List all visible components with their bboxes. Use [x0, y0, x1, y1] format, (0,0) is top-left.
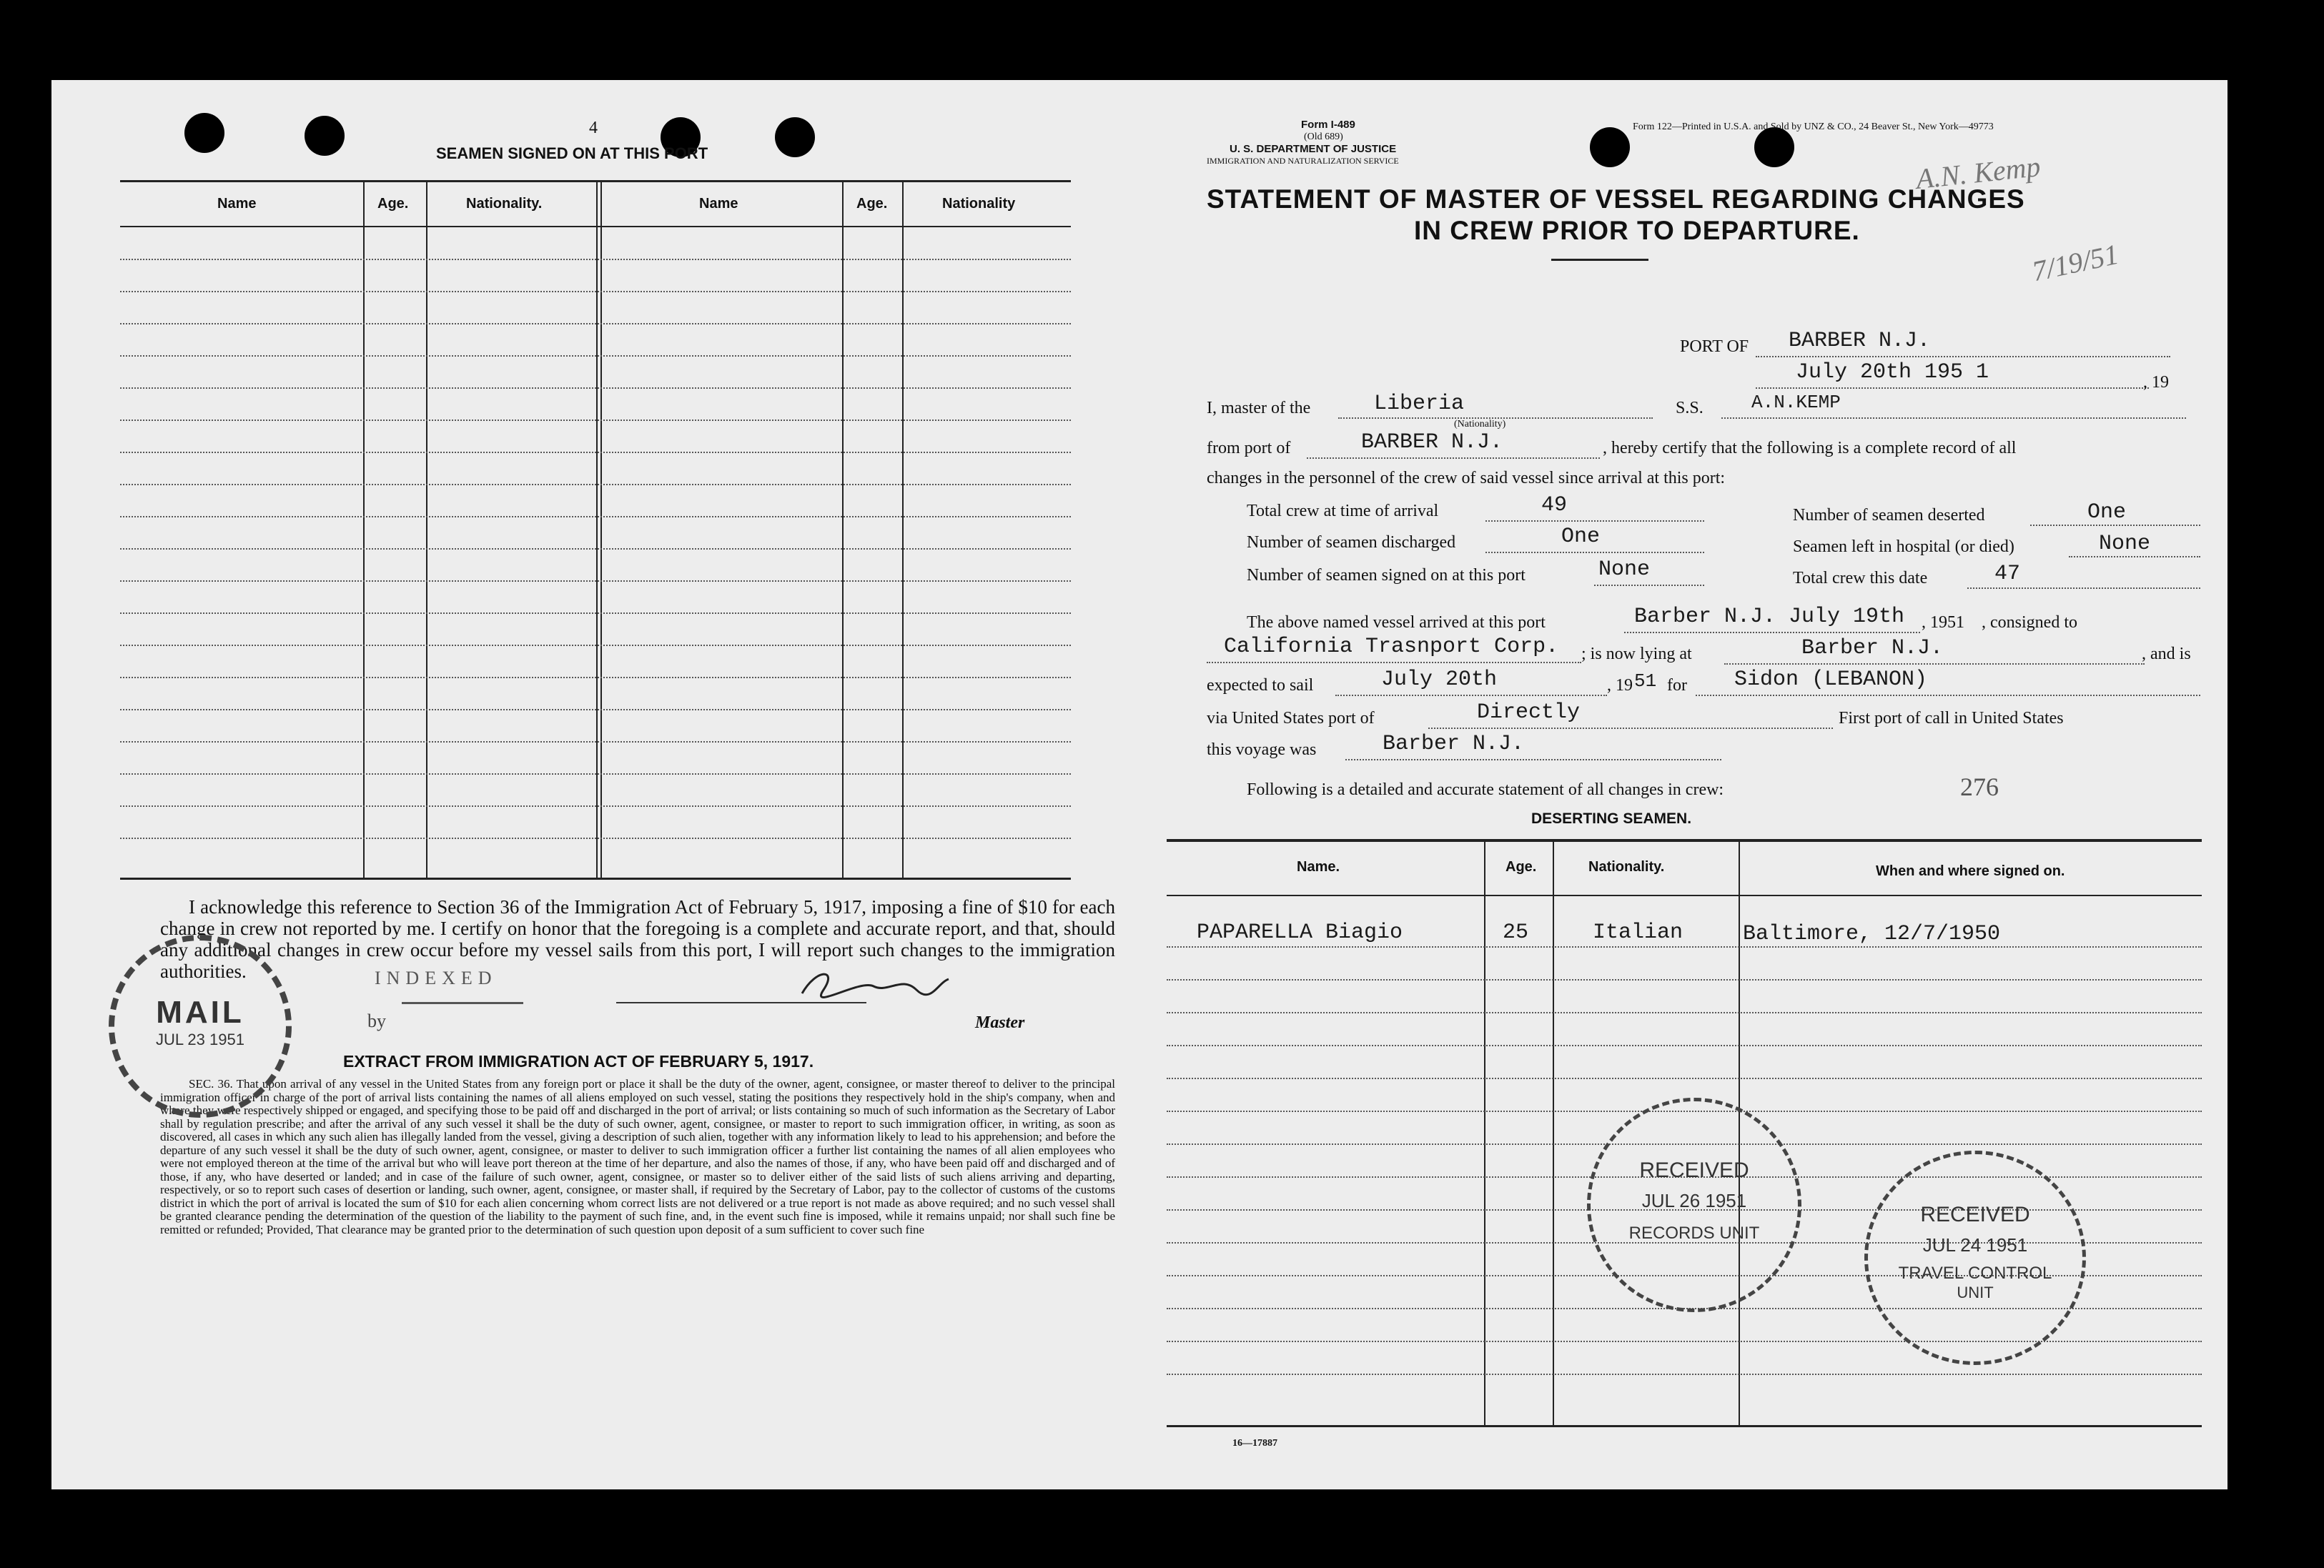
sail-value: July 20th — [1381, 668, 1498, 692]
extract-title: EXTRACT FROM IMMIGRATION ACT OF FEBRUARY 5, 1917. — [343, 1052, 814, 1071]
col-header-name-1: Name — [217, 196, 257, 212]
indexed-stamp: INDEXED — [375, 968, 498, 988]
seamen-signed-on-title: SEAMEN SIGNED ON AT THIS PORT — [436, 144, 708, 162]
signed-on-line — [1594, 585, 1704, 586]
ss-label: S.S. — [1676, 399, 1704, 417]
deserting-table-header-rule — [1167, 895, 2202, 896]
following-label: Following is a detailed and accurate statement of all changes in crew: — [1247, 780, 1724, 799]
consigned-label: , consigned to — [1982, 613, 2077, 632]
statement-title-line2: IN CREW PRIOR TO DEPARTURE. — [1414, 216, 1860, 245]
deserting-row-age: 25 — [1503, 921, 1529, 945]
deserting-col-divider — [1553, 842, 1554, 1426]
total-date-value: 47 — [1994, 562, 2021, 586]
date-line — [1756, 387, 2149, 389]
lying-label: ; is now lying at — [1581, 645, 1692, 663]
punch-hole — [775, 117, 815, 157]
port-of-value: BARBER N.J. — [1789, 329, 1931, 353]
consignee-line — [1207, 662, 1581, 663]
changes-text: changes in the personnel of the crew of said vessel since arrival at this port: — [1207, 469, 1726, 487]
nationality-caption: (Nationality) — [1454, 419, 1506, 430]
deserting-col-name: Name. — [1297, 859, 1340, 875]
deserting-row-name: PAPARELLA Biagio — [1197, 921, 1403, 945]
travel-control-stamp — [1864, 1151, 2086, 1365]
table-bottom-rule — [120, 878, 1071, 880]
service-name: IMMIGRATION AND NATURALIZATION SERVICE — [1207, 156, 1399, 166]
col-header-age-1: Age. — [377, 196, 409, 212]
page-number: 4 — [589, 119, 598, 137]
deserting-row-nationality: Italian — [1593, 921, 1683, 945]
acknowledgment-text: I acknowledge this reference to Section 36 of the Immigration Act of February 5, 1917, imposing a fine of $10 for each change in crew not reported by me. I certify on honor that the foregoing is a complete and accurate report, and that, should any additional changes in crew occur before my vessel sails from this port, I will report such changes to the immigration authorities. — [160, 896, 1115, 982]
master-label: Master — [975, 1013, 1025, 1032]
mail-stamp — [109, 935, 292, 1118]
date-value: July 20th 195 1 — [1796, 360, 1989, 384]
voyage-value: Barber N.J. — [1383, 732, 1525, 756]
total-date-label: Total crew this date — [1793, 569, 1928, 587]
col-header-nationality-2: Nationality — [942, 196, 1016, 212]
punch-hole — [305, 116, 345, 156]
discharged-line — [1485, 552, 1704, 553]
table-row — [1167, 1045, 2202, 1046]
date-year-suffix: , 19 — [2143, 373, 2169, 392]
records-stamp-line1: RECEIVED — [1639, 1158, 1749, 1182]
col-header-nationality-1: Nationality. — [466, 196, 543, 212]
master-signature — [795, 965, 952, 1008]
table-row — [120, 387, 1071, 389]
table-row — [120, 805, 1071, 807]
form-old-number: (Old 689) — [1304, 132, 1343, 142]
table-row — [120, 452, 1071, 453]
margin-note-name: A.N. Kemp — [1914, 150, 2042, 195]
document-sheet — [51, 80, 2227, 1489]
title-underline — [1551, 259, 1648, 261]
table-row — [120, 677, 1071, 678]
hospital-label: Seamen left in hospital (or died) — [1793, 537, 2014, 556]
arrived-label: The above named vessel arrived at this port — [1247, 613, 1546, 632]
table-row — [120, 741, 1071, 743]
deserted-label: Number of seamen deserted — [1793, 506, 1985, 525]
travel-stamp-line1: RECEIVED — [1920, 1203, 2030, 1226]
punch-hole — [1590, 127, 1630, 167]
sail-year: 51 — [1634, 670, 1657, 692]
department-name: U. S. DEPARTMENT OF JUSTICE — [1230, 143, 1397, 155]
nationality-value: Liberia — [1374, 392, 1465, 416]
indexed-by-label: by — [367, 1011, 386, 1031]
signed-on-value: None — [1598, 557, 1651, 582]
from-port-label: from port of — [1207, 439, 1291, 457]
records-unit-stamp — [1587, 1098, 1801, 1312]
port-of-label: PORT OF — [1680, 337, 1749, 356]
discharged-value: One — [1561, 525, 1601, 549]
printer-line: Form 122—Printed in U.S.A. and Sold by UNZ & CO., 24 Beaver St., New York—49773 — [1633, 121, 1994, 132]
table-row — [1167, 1341, 2202, 1342]
total-arrival-line — [1485, 520, 1704, 522]
table-row — [120, 773, 1071, 775]
travel-stamp-date: JUL 24 1951 — [1922, 1234, 2028, 1256]
total-arrival-label: Total crew at time of arrival — [1247, 502, 1439, 520]
col-header-age-2: Age. — [856, 196, 888, 212]
and-is-label: , and is — [2142, 645, 2191, 663]
table-row — [1167, 946, 2202, 948]
hospital-value: None — [2099, 532, 2151, 556]
table-row — [120, 355, 1071, 357]
table-row — [120, 548, 1071, 550]
voyage-line — [1345, 759, 1721, 760]
mail-stamp-line1: MAIL — [156, 995, 244, 1030]
destination-line — [1696, 695, 2200, 696]
table-row — [120, 709, 1071, 710]
punch-hole — [184, 113, 224, 153]
voyage-label: this voyage was — [1207, 740, 1317, 759]
signed-on-label: Number of seamen signed on at this port — [1247, 566, 1526, 585]
following-number: 276 — [1960, 773, 1999, 801]
table-row — [120, 420, 1071, 421]
deserting-col-signed: When and where signed on. — [1876, 863, 2065, 879]
deserting-row-signed: Baltimore, 12/7/1950 — [1743, 922, 2001, 946]
deserting-col-divider — [1484, 842, 1485, 1426]
deserting-col-age: Age. — [1505, 859, 1537, 875]
deserting-seamen-title: DESERTING SEAMEN. — [1531, 810, 1692, 827]
indexed-by-line — [402, 1002, 523, 1004]
deserting-col-nationality: Nationality. — [1588, 859, 1665, 875]
records-stamp-date: JUL 26 1951 — [1641, 1190, 1747, 1211]
table-row — [120, 645, 1071, 646]
for-label: for — [1667, 676, 1687, 695]
sail-line — [1335, 695, 1607, 696]
table-row — [120, 612, 1071, 614]
consignee-value: California Trasnport Corp. — [1224, 635, 1559, 659]
statement-title-line1: STATEMENT OF MASTER OF VESSEL REGARDING CHANGES — [1207, 184, 2025, 214]
punch-hole — [1754, 127, 1794, 167]
deserting-table-bottom-rule — [1167, 1425, 2202, 1427]
table-row — [120, 516, 1071, 517]
table-row — [1167, 1374, 2202, 1375]
lying-value: Barber N.J. — [1801, 636, 1944, 660]
travel-stamp-unit: TRAVEL CONTROL — [1898, 1264, 2052, 1283]
first-port-label: First port of call in United States — [1839, 709, 2064, 728]
via-value: Directly — [1477, 700, 1581, 725]
table-row — [120, 838, 1071, 839]
table-row — [1167, 1012, 2202, 1013]
ship-value: A.N.KEMP — [1751, 392, 1841, 413]
arrived-line — [1624, 632, 1920, 633]
via-line — [1428, 728, 1833, 729]
table-row — [120, 323, 1071, 324]
lying-line — [1724, 663, 2145, 665]
footer-code: 16—17887 — [1232, 1438, 1277, 1449]
total-arrival-value: 49 — [1541, 493, 1568, 517]
port-of-line — [1756, 356, 2170, 357]
master-of-label: I, master of the — [1207, 399, 1311, 417]
certify-text: , hereby certify that the following is a complete record of all — [1603, 439, 2017, 457]
table-row — [120, 291, 1071, 292]
form-number: Form I-489 — [1301, 119, 1355, 131]
table-top-rule — [120, 180, 1071, 182]
margin-note-date: 7/19/51 — [2029, 237, 2122, 288]
discharged-label: Number of seamen discharged — [1247, 533, 1456, 552]
col-header-name-2: Name — [699, 196, 738, 212]
destination-value: Sidon (LEBANON) — [1734, 668, 1928, 692]
from-port-line — [1307, 457, 1600, 459]
sail-label: expected to sail — [1207, 676, 1314, 695]
travel-stamp-unit-line2: UNIT — [1957, 1284, 1994, 1301]
total-date-line — [1967, 587, 2200, 589]
table-row — [120, 259, 1071, 260]
arrived-year: , 1951 — [1922, 613, 1964, 632]
deserted-value: One — [2087, 500, 2127, 525]
table-row — [120, 484, 1071, 485]
mail-stamp-date: JUL 23 1951 — [156, 1031, 244, 1048]
table-row — [1167, 1078, 2202, 1079]
table-header-rule — [120, 226, 1071, 227]
ship-line — [1721, 417, 2186, 419]
table-row — [1167, 979, 2202, 981]
via-label: via United States port of — [1207, 709, 1375, 728]
hospital-line — [2069, 556, 2200, 557]
sail-year-prefix: , 19 — [1607, 676, 1633, 695]
deserted-line — [2030, 525, 2200, 526]
arrived-value: Barber N.J. July 19th — [1634, 605, 1905, 629]
table-row — [120, 580, 1071, 582]
extract-text: SEC. 36. That upon arrival of any vessel in the United States from any foreign port or place it shall be the duty of the owner, agent, consignee, or master thereof to deliver to the principal immigration officer in charge of the port of arrival lists containing the names of all aliens employed on such vessel, stating the positions they respectively hold in the ship's company, when and where they were respectively shipped or engaged, and specifying those to be paid off and discharged in the port of arrival; or lists containing so much of such information as the Secretary of Labor shall by regulation prescribe; and after the arrival of any such vessel it shall be the duty of such owner, agent, consignee, or master to report to such immigration officer, in writing, as soon as discovered, all cases in which any such alien has illegally landed from the vessel, giving a description of such alien, together with any information likely to lead to his apprehension; and before the departure of any such vessel it shall be the duty of such owner, agent, consignee, or master to deliver to such immigration officer a further list containing the names of all alien employees who were not employed thereon at the time of the arrival but who will leave port thereon at the time of her departure, and also the names of those, if any, who have been paid off and discharged and of those, if any, who have deserted or landed; and in case of the failure of such owner, agent, consignee, or master so to deliver either of the said lists of such aliens arriving and departing, respectively, or so to report such cases of desertion or landing, such owner, agent, consignee, or master shall, if required by the Secretary of Labor, pay to the collector of customs of the customs district in which the port of arrival is located the sum of $10 for each alien concerning whom correct lists are not delivered or a true report is not made as above required; and no such vessel shall be granted clearance pending the determination of the question of the liability to the payment of such fine, and, in the event such fine is imposed, while it remains unpaid; nor shall such fine be remitted or refunded; Provided, That clearance may be granted prior to the determination of such question upon deposit of a sum sufficient to cover such fine — [160, 1077, 1115, 1236]
records-stamp-unit: RECORDS UNIT — [1628, 1224, 1760, 1243]
deserting-table-top-rule — [1167, 839, 2202, 842]
from-port-value: BARBER N.J. — [1361, 430, 1503, 455]
